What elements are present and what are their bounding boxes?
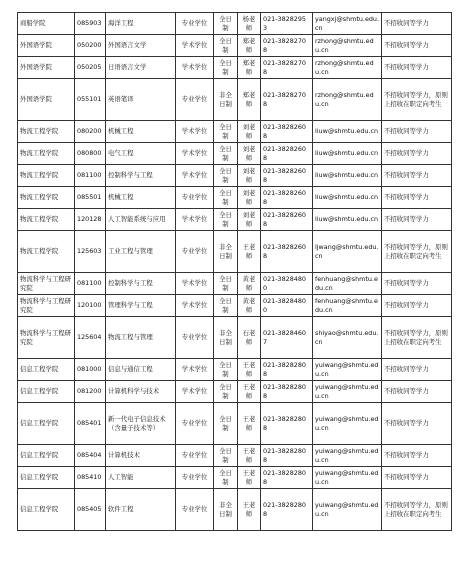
- contact-cell: 黄老师: [238, 295, 261, 317]
- phone-cell: 021-38282608: [261, 143, 313, 165]
- degree-type-cell: 学术学位: [176, 143, 214, 165]
- degree-type-cell: 学术学位: [176, 381, 214, 403]
- college-cell: 信息工程学院: [18, 445, 75, 467]
- study-mode-cell: 全日制: [214, 187, 238, 209]
- note-cell: 不招收同等学力: [382, 143, 452, 165]
- college-cell: 物流工程学院: [18, 209, 75, 231]
- college-cell: 信息工程学院: [18, 359, 75, 381]
- contact-cell: 黄老师: [238, 273, 261, 295]
- degree-type-cell: 学术学位: [176, 209, 214, 231]
- contact-cell: 刘老师: [238, 187, 261, 209]
- note-cell: 不招收同等学力，原则上招收在职定向考生: [382, 79, 452, 121]
- email-cell: liuw@shmtu.edu.cn: [313, 143, 382, 165]
- study-mode-cell: 全日制: [214, 57, 238, 79]
- note-cell: 不招收同等学力: [382, 187, 452, 209]
- contact-cell: 王老师: [238, 467, 261, 489]
- table-row: [18, 121, 452, 143]
- college-cell: 外国语学院: [18, 35, 75, 57]
- study-mode-cell: 全日制: [214, 359, 238, 381]
- degree-type-cell: 专业学位: [176, 467, 214, 489]
- code-cell: 080800: [75, 143, 106, 165]
- college-cell: 信息工程学院: [18, 381, 75, 403]
- college-cell: 物流工程学院: [18, 121, 75, 143]
- contact-cell: 刘老师: [238, 209, 261, 231]
- study-mode-cell: 非全日制: [214, 317, 238, 359]
- college-cell: 物流科学与工程研究院: [18, 317, 75, 359]
- degree-type-cell: 学术学位: [176, 295, 214, 317]
- code-cell: 125603: [75, 231, 106, 273]
- study-mode-cell: 全日制: [214, 445, 238, 467]
- study-mode-cell: 全日制: [214, 467, 238, 489]
- major-cell: 海洋工程: [106, 13, 176, 35]
- study-mode-cell: 非全日制: [214, 489, 238, 531]
- major-cell: 软件工程: [106, 489, 176, 531]
- phone-cell: 021-38282808: [261, 381, 313, 403]
- major-cell: 计算机技术: [106, 445, 176, 467]
- major-cell: 控制科学与工程: [106, 165, 176, 187]
- degree-type-cell: 学术学位: [176, 35, 214, 57]
- major-cell: 人工智能系统与应用: [106, 209, 176, 231]
- phone-cell: 021-38282808: [261, 489, 313, 531]
- contact-cell: 王老师: [238, 359, 261, 381]
- table-row: [18, 209, 452, 231]
- college-cell: 信息工程学院: [18, 489, 75, 531]
- phone-cell: 021-38284607: [261, 317, 313, 359]
- study-mode-cell: 非全日制: [214, 231, 238, 273]
- table-row: [18, 35, 452, 57]
- table-row: [18, 445, 452, 467]
- study-mode-cell: 全日制: [214, 273, 238, 295]
- phone-cell: 021-38284800: [261, 295, 313, 317]
- major-cell: 新一代电子信息技术（含量子技术等）: [106, 403, 176, 445]
- phone-cell: 021-38282808: [261, 467, 313, 489]
- college-cell: 信息工程学院: [18, 467, 75, 489]
- code-cell: 085903: [75, 13, 106, 35]
- major-cell: 日语语言文学: [106, 57, 176, 79]
- phone-cell: 021-38282608: [261, 187, 313, 209]
- contact-cell: 郑老师: [238, 57, 261, 79]
- study-mode-cell: 全日制: [214, 403, 238, 445]
- major-cell: 工业工程与管理: [106, 231, 176, 273]
- college-cell: 外国语学院: [18, 57, 75, 79]
- table-row: [18, 317, 452, 359]
- degree-type-cell: 学术学位: [176, 57, 214, 79]
- note-cell: 不招收同等学力，原则上招收在职定向考生: [382, 489, 452, 531]
- study-mode-cell: 非全日制: [214, 79, 238, 121]
- major-cell: 物流工程与管理: [106, 317, 176, 359]
- email-cell: shiyao@shmtu.edu.cn: [313, 317, 382, 359]
- contact-cell: 王老师: [238, 403, 261, 445]
- contact-cell: 郑老师: [238, 35, 261, 57]
- email-cell: yuiwang@shmtu.edu.cn: [313, 381, 382, 403]
- major-cell: 控制科学与工程: [106, 273, 176, 295]
- phone-cell: 021-38282708: [261, 35, 313, 57]
- study-mode-cell: 全日制: [214, 35, 238, 57]
- major-cell: 外国语言文学: [106, 35, 176, 57]
- email-cell: yuiwang@shmtu.edu.cn: [313, 403, 382, 445]
- note-cell: 不招收同等学力: [382, 467, 452, 489]
- college-cell: 物流科学与工程研究院: [18, 295, 75, 317]
- contact-cell: 石老师: [238, 317, 261, 359]
- major-cell: 英语笔译: [106, 79, 176, 121]
- note-cell: 不招收同等学力: [382, 381, 452, 403]
- degree-type-cell: 专业学位: [176, 445, 214, 467]
- table-row: [18, 13, 452, 35]
- phone-cell: 021-38282708: [261, 79, 313, 121]
- phone-cell: 021-38282953: [261, 13, 313, 35]
- email-cell: liuw@shmtu.edu.cn: [313, 209, 382, 231]
- contact-cell: 刘老师: [238, 121, 261, 143]
- phone-cell: 021-38284800: [261, 273, 313, 295]
- table-row: [18, 359, 452, 381]
- study-mode-cell: 全日制: [214, 381, 238, 403]
- note-cell: 不招收同等学力: [382, 121, 452, 143]
- major-cell: 电气工程: [106, 143, 176, 165]
- code-cell: 081100: [75, 165, 106, 187]
- enrollment-table: [17, 12, 452, 531]
- degree-type-cell: 学术学位: [176, 359, 214, 381]
- major-cell: 信息与通信工程: [106, 359, 176, 381]
- note-cell: 不招收同等学力: [382, 209, 452, 231]
- note-cell: 不招收同等学力: [382, 445, 452, 467]
- table-row: [18, 187, 452, 209]
- contact-cell: 杨老师: [238, 13, 261, 35]
- email-cell: liuw@shmtu.edu.cn: [313, 121, 382, 143]
- contact-cell: 刘老师: [238, 165, 261, 187]
- degree-type-cell: 专业学位: [176, 403, 214, 445]
- table-row: [18, 79, 452, 121]
- major-cell: 机械工程: [106, 187, 176, 209]
- degree-type-cell: 专业学位: [176, 79, 214, 121]
- email-cell: fenhuang@shmtu.edu.cn: [313, 295, 382, 317]
- email-cell: yuiwang@shmtu.edu.cn: [313, 359, 382, 381]
- code-cell: 081200: [75, 381, 106, 403]
- email-cell: liuw@shmtu.edu.cn: [313, 165, 382, 187]
- table-row: [18, 143, 452, 165]
- note-cell: 不招收同等学力: [382, 359, 452, 381]
- note-cell: 不招收同等学力: [382, 403, 452, 445]
- college-cell: 信息工程学院: [18, 403, 75, 445]
- study-mode-cell: 全日制: [214, 143, 238, 165]
- email-cell: yuiwang@shmtu.edu.cn: [313, 467, 382, 489]
- code-cell: 050200: [75, 35, 106, 57]
- college-cell: 物流科学与工程研究院: [18, 273, 75, 295]
- code-cell: 120100: [75, 295, 106, 317]
- note-cell: 不招收同等学力，原则上招收在职定向考生: [382, 231, 452, 273]
- table-row: [18, 165, 452, 187]
- table-row: [18, 403, 452, 445]
- phone-cell: 021-38282808: [261, 445, 313, 467]
- code-cell: 120128: [75, 209, 106, 231]
- note-cell: 不招收同等学力: [382, 273, 452, 295]
- study-mode-cell: 全日制: [214, 209, 238, 231]
- note-cell: 不招收同等学力: [382, 165, 452, 187]
- phone-cell: 021-38282708: [261, 57, 313, 79]
- note-cell: 不招收同等学力，原则上招收在职定向考生: [382, 317, 452, 359]
- enrollment-table-sheet: [17, 12, 451, 531]
- table-row: [18, 273, 452, 295]
- email-cell: liuw@shmtu.edu.cn: [313, 187, 382, 209]
- college-cell: 物流工程学院: [18, 143, 75, 165]
- code-cell: 081000: [75, 359, 106, 381]
- degree-type-cell: 学术学位: [176, 165, 214, 187]
- contact-cell: 郑老师: [238, 79, 261, 121]
- phone-cell: 021-38282808: [261, 403, 313, 445]
- code-cell: 081100: [75, 273, 106, 295]
- phone-cell: 021-38282608: [261, 231, 313, 273]
- code-cell: 055101: [75, 79, 106, 121]
- major-cell: 机械工程: [106, 121, 176, 143]
- college-cell: 商船学院: [18, 13, 75, 35]
- email-cell: yangxj@shmtu.edu.cn: [313, 13, 382, 35]
- email-cell: fenhuang@shmtu.edu.cn: [313, 273, 382, 295]
- table-row: [18, 295, 452, 317]
- study-mode-cell: 全日制: [214, 13, 238, 35]
- table-row: [18, 467, 452, 489]
- degree-type-cell: 专业学位: [176, 317, 214, 359]
- contact-cell: 王老师: [238, 445, 261, 467]
- code-cell: 085404: [75, 445, 106, 467]
- email-cell: rzhong@shmtu.edu.cn: [313, 35, 382, 57]
- study-mode-cell: 全日制: [214, 295, 238, 317]
- phone-cell: 021-38282808: [261, 359, 313, 381]
- code-cell: 085401: [75, 403, 106, 445]
- email-cell: yuiwang@shmtu.edu.cn: [313, 489, 382, 531]
- code-cell: 125604: [75, 317, 106, 359]
- college-cell: 物流工程学院: [18, 187, 75, 209]
- code-cell: 085501: [75, 187, 106, 209]
- contact-cell: 王老师: [238, 381, 261, 403]
- degree-type-cell: 专业学位: [176, 13, 214, 35]
- note-cell: 不招收同等学力: [382, 35, 452, 57]
- degree-type-cell: 专业学位: [176, 231, 214, 273]
- table-body: [18, 13, 452, 531]
- table-row: [18, 489, 452, 531]
- college-cell: 物流工程学院: [18, 231, 75, 273]
- degree-type-cell: 学术学位: [176, 273, 214, 295]
- contact-cell: 王老师: [238, 489, 261, 531]
- phone-cell: 021-38282608: [261, 121, 313, 143]
- college-cell: 外国语学院: [18, 79, 75, 121]
- note-cell: 不招收同等学力: [382, 295, 452, 317]
- table-row: [18, 57, 452, 79]
- email-cell: yuiwang@shmtu.edu.cn: [313, 445, 382, 467]
- contact-cell: 王老师: [238, 231, 261, 273]
- code-cell: 080200: [75, 121, 106, 143]
- major-cell: 人工智能: [106, 467, 176, 489]
- contact-cell: 刘老师: [238, 143, 261, 165]
- phone-cell: 021-38282608: [261, 165, 313, 187]
- degree-type-cell: 专业学位: [176, 489, 214, 531]
- code-cell: 085410: [75, 467, 106, 489]
- table-row: [18, 231, 452, 273]
- college-cell: 物流工程学院: [18, 165, 75, 187]
- email-cell: rzhong@shmtu.edu.cn: [313, 79, 382, 121]
- code-cell: 050205: [75, 57, 106, 79]
- email-cell: rzhong@shmtu.edu.cn: [313, 57, 382, 79]
- major-cell: 计算机科学与技术: [106, 381, 176, 403]
- note-cell: 不招收同等学力: [382, 57, 452, 79]
- code-cell: 085405: [75, 489, 106, 531]
- major-cell: 管理科学与工程: [106, 295, 176, 317]
- study-mode-cell: 全日制: [214, 165, 238, 187]
- study-mode-cell: 全日制: [214, 121, 238, 143]
- email-cell: ljwang@shmtu.edu.cn: [313, 231, 382, 273]
- note-cell: 不招收同等学力: [382, 13, 452, 35]
- phone-cell: 021-38282608: [261, 209, 313, 231]
- table-row: [18, 381, 452, 403]
- degree-type-cell: 专业学位: [176, 187, 214, 209]
- degree-type-cell: 学术学位: [176, 121, 214, 143]
